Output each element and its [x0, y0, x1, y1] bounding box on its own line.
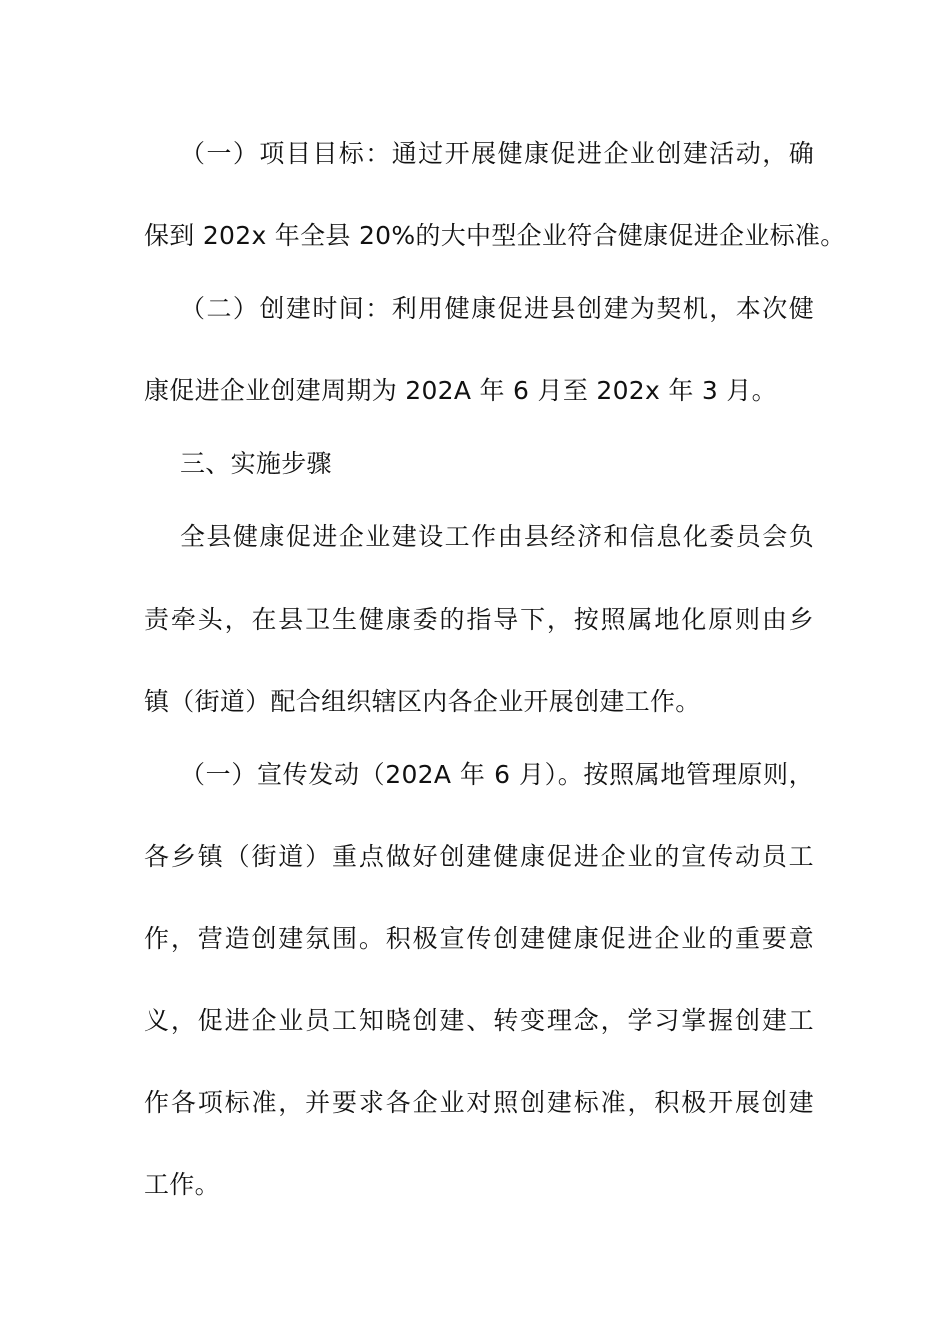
text-line-13: 作各项标准，并要求各企业对照创建标准，积极开展创建	[144, 1088, 814, 1117]
text-line-12: 义，促进企业员工知晓创建、转变理念，学习掌握创建工	[144, 1006, 814, 1035]
text-line-6: 全县健康促进企业建设工作由县经济和信息化委员会负	[180, 522, 814, 551]
text-line-2: 保到 202x 年全县 20%的大中型企业符合健康促进企业标准。	[144, 221, 846, 250]
text-line-4: 康促进企业创建周期为 202A 年 6 月至 202x 年 3 月。	[144, 376, 777, 405]
text-line-10: 各乡镇（街道）重点做好创建健康促进企业的宣传动员工	[144, 842, 814, 871]
text-line-1: （一）项目目标：通过开展健康促进企业创建活动，确	[180, 139, 814, 168]
text-line-14: 工作。	[144, 1170, 220, 1199]
text-line-7: 责牵头，在县卫生健康委的指导下，按照属地化原则由乡	[144, 605, 814, 634]
text-line-9: （一）宣传发动（202A 年 6 月）。按照属地管理原则，	[180, 760, 814, 789]
text-line-3: （二）创建时间：利用健康促进县创建为契机，本次健	[180, 294, 814, 323]
text-line-8: 镇（街道）配合组织辖区内各企业开展创建工作。	[144, 687, 701, 716]
section-heading: 三、实施步骤	[180, 449, 332, 478]
text-line-11: 作，营造创建氛围。积极宣传创建健康促进企业的重要意	[144, 924, 814, 953]
